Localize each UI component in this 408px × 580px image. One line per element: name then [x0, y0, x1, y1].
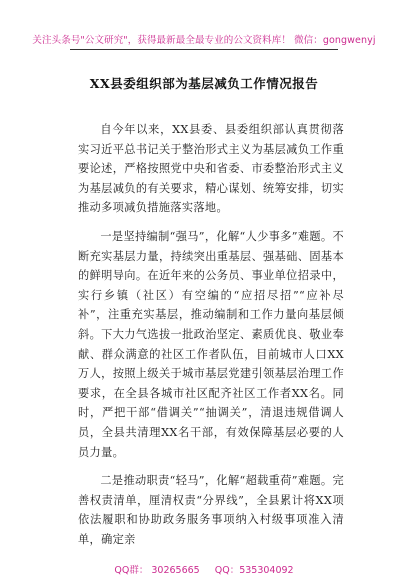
page-footer	[0, 562, 408, 576]
document-title: XX县委组织部为基层减负工作情况报告	[89, 76, 319, 91]
promo-banner: 关注头条号"公文研究"，获得最新最全最专业的公文资料库！ 微信：gongwenyj	[32, 35, 376, 46]
header-divider	[70, 49, 338, 50]
qq-group-text: QQ群： 30265665	[114, 565, 200, 576]
qq-number-text: QQ：535304092	[214, 565, 294, 576]
paragraph-point-2: 二是推动职责“轻马”，化解“超载重荷”难题。完善权责清单，厘清权责“分界线”，全县累计将XX项依法履职和协助政务服务事项纳入村级事项准入清单，确定亲	[78, 474, 344, 546]
page-header	[0, 0, 408, 70]
paragraph-point-1: 一是坚持编制“强马”，化解“人少事多”难题。不断充实基层力量，持续突出重基层、强基础、固基本的鲜明导向。在近年来的公务员、事业单位招录中，实行乡镇（社区）有空编的“应招尽招”“应补尽补”，注重充实基层，推动编制和工作力量向基层倾斜。下大力气选拔一批政治坚定、素质优良、敬业奉献、群众满意的社区工作者队伍，目前城市人口XX万人，按照上级关于城市基层党建引领基层治理工作要求，在全县各城市社区配齐社区工作者XX名。同时，严把干部“借调关”“抽调关”，清退违规借调人员，全县共清理XX名干部，有效保障基层必要的人员力量。	[78, 229, 344, 459]
paragraph-intro: 自今年以来，XX县委、县委组织部认真贯彻落实习近平总书记关于整治形式主义为基层减负工作重要论述，严格按照党中央和省委、市委整治形式主义为基层减负的有关要求，精心谋划、统筹安排，切实推动多项减负措施落实落地。	[78, 123, 344, 215]
document-body	[78, 120, 344, 558]
